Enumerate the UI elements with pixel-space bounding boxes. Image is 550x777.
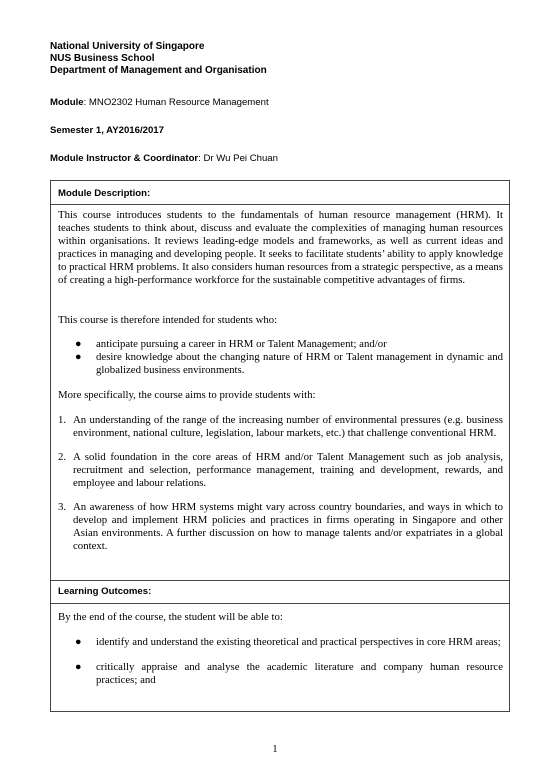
list-item-text: desire knowledge about the changing nature of HRM or Talent management in dynamic and globalized business environments. <box>96 351 503 376</box>
bullet-icon: ● <box>75 338 82 350</box>
module-value: : MNO2302 Human Resource Management <box>83 97 269 108</box>
bullet-icon: ● <box>75 636 82 648</box>
intended-lead: This course is therefore intended for students who: <box>58 314 278 326</box>
university-name: National University of Singapore <box>50 41 205 52</box>
institution-header <box>50 41 510 77</box>
list-item <box>58 661 503 687</box>
module-line <box>50 97 510 109</box>
module-label: Module <box>50 97 84 108</box>
outcomes-lead: By the end of the course, the student will be able to: <box>58 611 283 623</box>
description-title: Module Description: <box>58 188 151 199</box>
instructor-value: : Dr Wu Pei Chuan <box>198 153 278 164</box>
list-item-text: critically appraise and analyse the academic literature and company human resource practices; and <box>96 661 503 686</box>
instructor-line <box>50 153 510 165</box>
department-name: Department of Management and Organisation <box>50 65 267 76</box>
list-item <box>58 451 503 490</box>
list-item-text: An understanding of the range of the increasing number of environmental pressures (e.g. business environment, national culture, legislation, labour markets, etc.) that challenge conventional HRM. <box>73 414 503 439</box>
list-number: 2. <box>58 451 67 463</box>
description-title-divider <box>51 204 509 205</box>
description-intro: This course introduces students to the fundamentals of human resource management (HRM). It teaches students to think about, discuss and evaluate the complexities of managing human resources within organisations. It reviews leading-edge models and frameworks, as well as current ideas and practices in managing and developing people. It seeks to facilitate students’ ability to apply knowledge to practical HRM problems. It also considers human resources from a strategic perspective, as a means of creating a high-performance workforce for the sustainable competitive advantages of firms. <box>58 209 503 286</box>
semester-line: Semester 1, AY2016/2017 <box>50 125 164 136</box>
bullet-icon: ● <box>75 351 82 363</box>
list-item-text: anticipate pursuing a career in HRM or Talent Management; and/or <box>96 338 387 350</box>
list-item-text: An awareness of how HRM systems might vary across country boundaries, and ways in which to develop and implement HRM policies and practices in firms operating in Singapore and other Asian environments. A further discussion on how to manage talents and/or expatriates in a global context. <box>73 501 503 552</box>
section-divider <box>51 580 509 581</box>
outcomes-title-divider <box>51 603 509 604</box>
school-name: NUS Business School <box>50 53 155 64</box>
instructor-label: Module Instructor & Coordinator <box>50 153 199 164</box>
list-item-text: identify and understand the existing theoretical and practical perspectives in core HRM areas; <box>96 636 501 648</box>
list-item <box>58 351 503 377</box>
aims-lead: More specifically, the course aims to provide students with: <box>58 389 316 401</box>
list-item <box>58 338 503 351</box>
list-item <box>58 501 503 553</box>
aims-list <box>58 414 503 553</box>
page-number: 1 <box>272 743 278 755</box>
list-item <box>58 414 503 440</box>
list-number: 1. <box>58 414 67 426</box>
outcomes-title: Learning Outcomes: <box>58 586 152 597</box>
list-item-text: A solid foundation in the core areas of HRM and/or Talent Management such as job analysis, recruitment and selection, performance management, training and development, rewards, and employee and labour relations. <box>73 451 503 489</box>
bullet-icon: ● <box>75 661 82 673</box>
list-number: 3. <box>58 501 67 513</box>
intended-list <box>58 338 503 377</box>
module-info-box <box>50 180 510 712</box>
list-item <box>58 636 503 649</box>
outcomes-list <box>58 636 503 687</box>
